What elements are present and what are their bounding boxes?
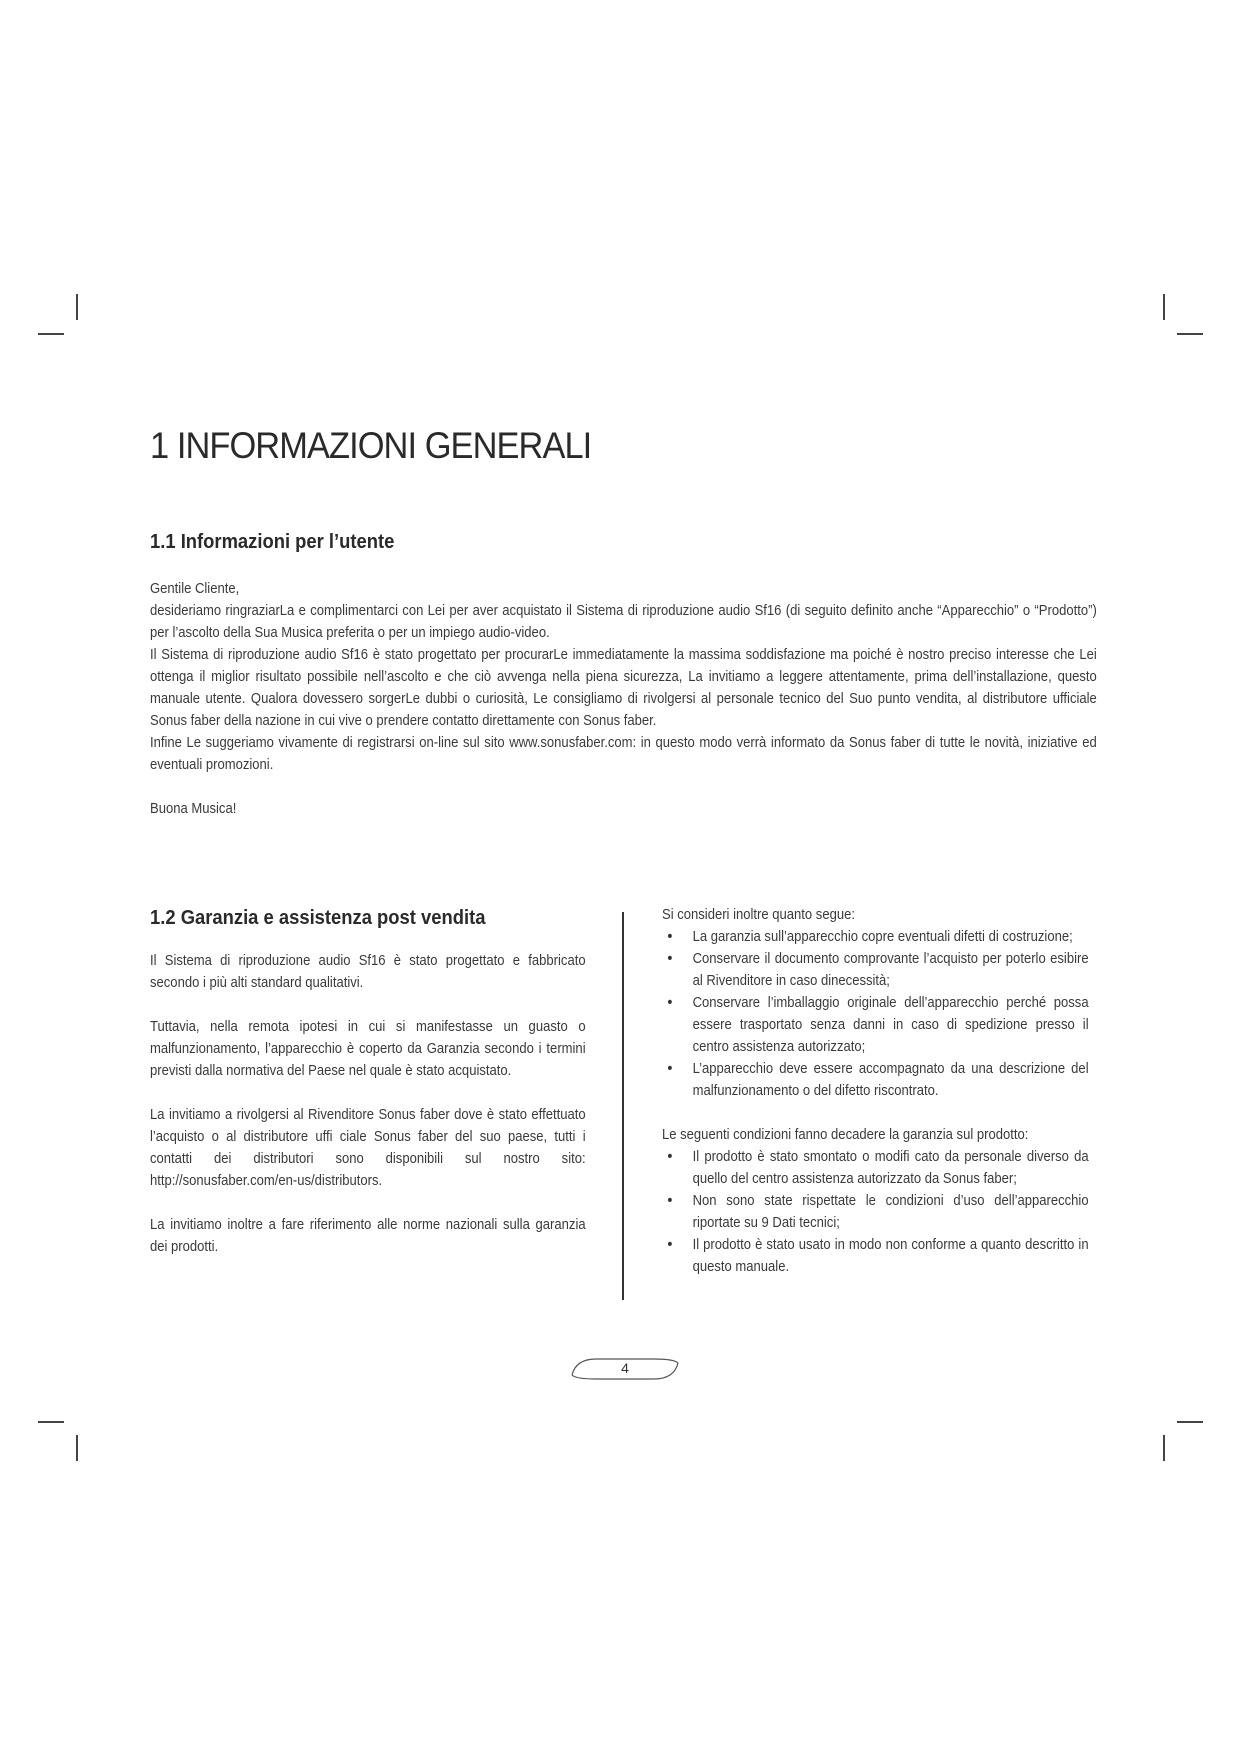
section-heading-user-info: 1.1 Informazioni per l’utente (150, 531, 395, 553)
section-heading-warranty: 1.2 Garanzia e assistenza post vendita (150, 907, 486, 929)
crop-mark (1177, 1421, 1203, 1423)
list-item: • Conservare l’imballaggio originale dell’apparecchio perché possa essere trasportato senza danni in caso di spedizione presso il centro assistenza autorizzato; (662, 992, 1089, 1058)
paragraph: desideriamo ringraziarLa e complimentarci con Lei per aver acquistato il Sistema di riproduzione audio Sf16 (di seguito definito anche “Apparecchio” o “Prodotto”) per l’ascolto della Sua Musica preferita o per un impiego audio-video. (150, 603, 1097, 641)
crop-mark (1163, 294, 1165, 320)
list-item: • La garanzia sull’apparecchio copre eventuali difetti di costruzione; (662, 926, 1089, 948)
page-number-badge (570, 1355, 680, 1385)
list-item: • Conservare il documento comprovante l’acquisto per poterlo esibire al Rivenditore in caso dinecessità; (662, 948, 1089, 992)
crop-mark (76, 294, 78, 320)
list-intro: Le seguenti condizioni fanno decadere la garanzia sul prodotto: (662, 1127, 1029, 1143)
greeting: Gentile Cliente, (150, 581, 240, 597)
crop-mark (76, 1435, 78, 1461)
crop-mark (1177, 333, 1203, 335)
warranty-left-column (150, 950, 586, 1258)
warranty-notes-list (662, 926, 1089, 1102)
warranty-right-column (662, 904, 1089, 1278)
closing: Buona Musica! (150, 801, 237, 817)
list-item: • Non sono state rispettate le condizioni d’uso dell’apparecchio riportate su 9 Dati tecnici; (662, 1190, 1089, 1234)
crop-mark (38, 1421, 64, 1423)
paragraph: Il Sistema di riproduzione audio Sf16 è stato progettato e fabbricato secondo i più alti standard qualitativi. (150, 953, 586, 991)
list-intro: Si consideri inoltre quanto segue: (662, 907, 855, 923)
paragraph: La invitiamo a rivolgersi al Rivenditore Sonus faber dove è stato effettuato l’acquisto o al distributore uffi ciale Sonus faber del suo paese, tutti i contatti dei distributori sono disponibili sul nostro sito: http://sonusfaber.com/en-us/distributors. (150, 1107, 586, 1189)
crop-mark (38, 333, 64, 335)
user-info-body (150, 578, 1097, 820)
warranty-void-list (662, 1146, 1089, 1278)
paragraph: Tuttavia, nella remota ipotesi in cui si manifestasse un guasto o malfunzionamento, l’apparecchio è coperto da Garanzia secondo i termini previsti dalla normativa del Paese nel quale è stato acquistato. (150, 1019, 586, 1079)
paragraph: Il Sistema di riproduzione audio Sf16 è stato progettato per procurarLe immediatamente la massima soddisfazione ma poiché è nostro preciso interesse che Lei ottenga il miglior risultato possibile nell’ascolto e che ciò avvenga nella piena sicurezza, La invitiamo a leggere attentamente, prima dell’installazione, questo manuale utente. Qualora dovessero sorgerLe dubbi o curiosità, Le consigliamo di rivolgersi al personale tecnico del Suo punto vendita, al distributore ufficiale Sonus faber della nazione in cui vive o prendere contatto direttamente con Sonus faber. (150, 647, 1097, 729)
paragraph: Infine Le suggeriamo vivamente di registrarsi on-line sul sito www.sonusfaber.com: in questo modo verrà informato da Sonus faber di tutte le novità, iniziative ed eventuali promozioni. (150, 735, 1097, 773)
list-item: • L’apparecchio deve essere accompagnato da una descrizione del malfunzionamento o del difetto riscontrato. (662, 1058, 1089, 1102)
paragraph: La invitiamo inoltre a fare riferimento alle norme nazionali sulla garanzia dei prodotti. (150, 1217, 586, 1255)
page-title: 1 INFORMAZIONI GENERALI (150, 425, 592, 466)
list-item: • Il prodotto è stato usato in modo non conforme a quanto descritto in questo manuale. (662, 1234, 1089, 1278)
list-item: • Il prodotto è stato smontato o modifi cato da personale diverso da quello del centro assistenza autorizzato da Sonus faber; (662, 1146, 1089, 1190)
crop-mark (1163, 1435, 1165, 1461)
page-number: 4 (621, 1360, 629, 1376)
column-divider (622, 912, 624, 1300)
